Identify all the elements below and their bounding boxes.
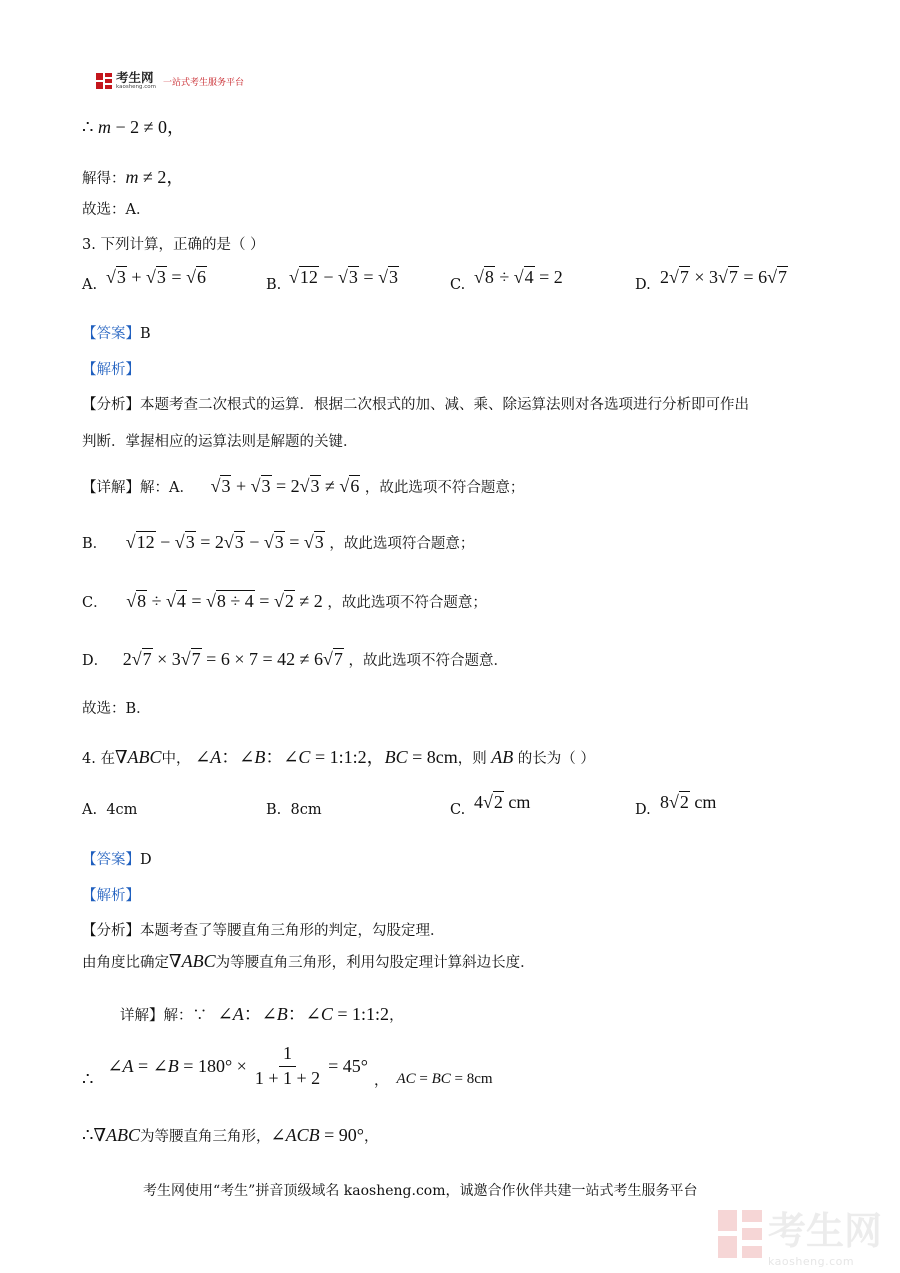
q4-detail-2: ∴ ∠A = ∠B = 180° × $\frac{1}{1 + 1 + 2}$ = 45° ， AC = BC = 8cm — [82, 1043, 493, 1089]
q4-option-d-math: 8√2 cm — [660, 792, 717, 812]
q4-fenxi-line-2: 由角度比确定∇ABC为等腰直角三角形，利用勾股定理计算斜边长度． — [82, 951, 535, 971]
logo-slogan: 一站式考生服务平台 — [163, 77, 245, 88]
header-logo — [96, 72, 244, 90]
q3-conclusion: 故选：B． — [82, 701, 151, 717]
q3-detail-b: B． √12 − √3 = 2√3 − √3 = √3 ，故此选项符合题意； — [82, 532, 475, 552]
prev-line-2: 解得：m ≠ 2， — [82, 167, 185, 187]
watermark-sub: kaosheng.com — [768, 1255, 855, 1268]
fraction-numerator: 1 — [279, 1043, 296, 1067]
prev-line-1: ∴ m − 2 ≠ 0， — [82, 117, 185, 137]
watermark-logo-icon — [718, 1210, 762, 1258]
q4-option-c-math: 4√2 cm — [474, 792, 531, 812]
q3-detail-c: C． √8 ÷ √4 = √8 ÷ 4 = √2 ≠ 2 ，故此选项不符合题意； — [82, 591, 487, 611]
q3-option-a-math: √3 + √3 = √6 — [106, 267, 206, 287]
q4-fenxi-line-1: 【分析】本题考查了等腰直角三角形的判定，勾股定理． — [82, 923, 445, 939]
fraction-denominator: 1 + 1 + 2 — [254, 1068, 321, 1088]
q4-option-b: B. 8cm — [266, 802, 322, 818]
q3-option-d-label: D. — [635, 277, 651, 293]
q4-answer: 【答案】D — [82, 852, 152, 868]
logo-sub: kaosheng.com — [116, 83, 157, 90]
logo-text: 考生网 — [116, 70, 154, 85]
logo-icon — [96, 73, 112, 89]
q3-option-c-math: √8 ÷ √4 = 2 — [474, 267, 563, 287]
watermark-text: 考生网 — [768, 1209, 883, 1253]
watermark — [718, 1200, 882, 1268]
q4-stem: 4. 在∇ABC中， ∠A：∠B：∠C = 1:1:2，BC = 8cm，则 AB 的长为（ ） — [82, 747, 595, 767]
q3-option-b-math: √12 − √3 = √3 — [289, 267, 398, 287]
q4-option-c-label: C. — [450, 802, 466, 818]
q3-option-c-label: C. — [450, 277, 466, 293]
q4-analysis-tag: 【解析】 — [82, 888, 140, 904]
q3-detail-a: 【详解】解：A． √3 + √3 = 2√3 ≠ √6 ，故此选项不符合题意； — [82, 476, 525, 496]
q3-option-b-label: B. — [266, 277, 282, 293]
q4-detail-1: 详解】解：∵ ∠A：∠B：∠C = 1:1:2， — [120, 1004, 404, 1024]
q4-detail-3: ∴∇ABC为等腰直角三角形，∠ACB = 90°， — [82, 1125, 379, 1145]
q4-option-d-label: D. — [635, 802, 651, 818]
q4-option-a: A. 4cm — [82, 802, 138, 818]
q3-answer: 【答案】B — [82, 326, 151, 342]
q3-analysis-tag: 【解析】 — [82, 362, 140, 378]
q3-fenxi-line-2: 判断．掌握相应的运算法则是解题的关键． — [82, 434, 358, 450]
footer-text: 考生网使用“考生”拼音顶级域名 kaosheng.com，诚邀合作伙伴共建一站式考生服务平台 — [143, 1183, 698, 1199]
q3-fenxi-line-1: 【分析】本题考查二次根式的运算．根据二次根式的加、减、乘、除运算法则对各选项进行分析即可作出 — [82, 397, 749, 413]
q3-detail-d: D． 2√7 × 3√7 = 6 × 7 = 42 ≠ 6√7 ，故此选项不符合题意． — [82, 649, 508, 669]
q3-stem: 3. 下列计算，正确的是（ ） — [82, 237, 265, 253]
q3-option-d-math: 2√7 × 3√7 = 6√7 — [660, 267, 787, 287]
q3-option-a-label: A. — [82, 277, 98, 293]
prev-conclusion: 故选：A． — [82, 202, 151, 218]
